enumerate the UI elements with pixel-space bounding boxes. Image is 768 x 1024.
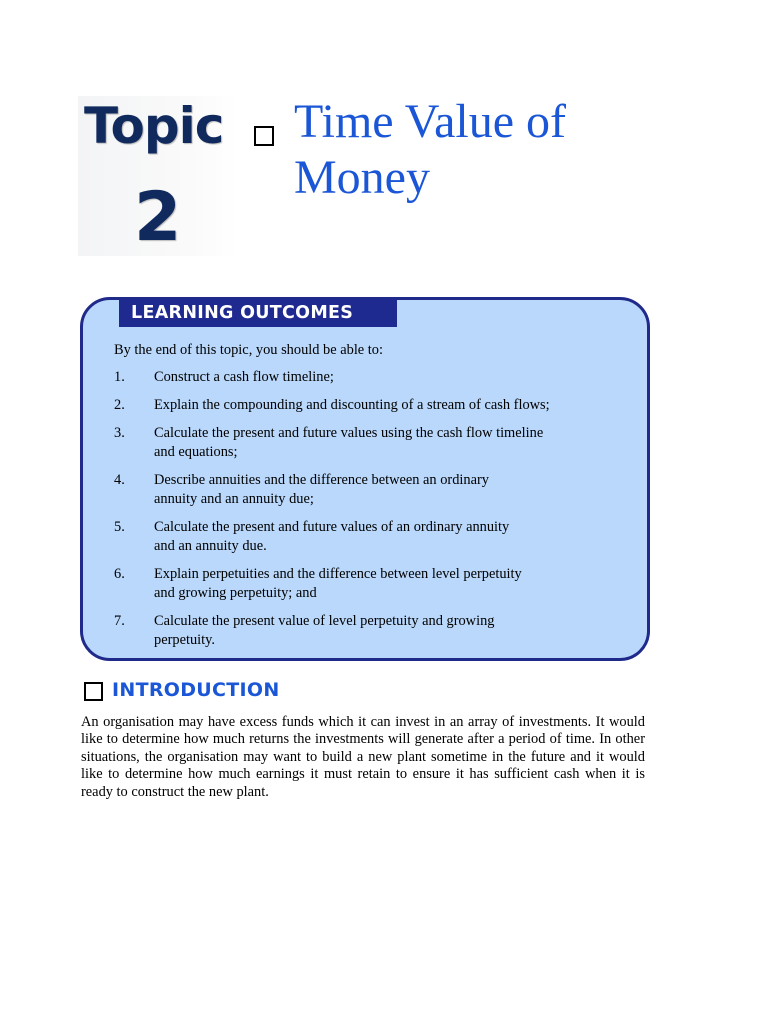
- outcome-number: 5.: [114, 519, 125, 535]
- outcome-item: [114, 396, 634, 415]
- topic-word: Topic: [84, 97, 224, 155]
- outcome-text: Construct a cash flow timeline;: [154, 369, 334, 385]
- outcome-item: [114, 424, 634, 462]
- learning-outcomes-heading: LEARNING OUTCOMES: [119, 299, 397, 327]
- outcome-number: 7.: [114, 613, 125, 629]
- outcome-item: [114, 518, 634, 556]
- learning-outcomes-list: [114, 368, 634, 659]
- outcome-text: Calculate the present value of level perpetuity and growing perpetuity.: [154, 613, 495, 648]
- introduction-paragraph: An organisation may have excess funds which it can invest in an array of investments. It would like to determine how much returns the investments will generate after a period of time. In other situations, the organisation may want to build a new plant sometime in the future and it would like to determine how much earnings it must retain to ensure it has sufficient cash when it is ready to construct the new plant.: [81, 714, 645, 800]
- learning-outcomes-intro: By the end of this topic, you should be able to:: [114, 342, 383, 358]
- outcome-item: [114, 612, 634, 650]
- outcome-text: Explain perpetuities and the difference between level perpetuity and growing perpetuity; and: [154, 566, 522, 601]
- page-title: Time Value of Money: [294, 95, 567, 204]
- outcome-text: Calculate the present and future values of an ordinary annuity and an annuity due.: [154, 519, 510, 554]
- learning-outcomes-panel: [80, 297, 650, 661]
- topic-badge: [78, 96, 238, 256]
- introduction-checkbox-icon: [84, 682, 103, 701]
- outcome-number: 2.: [114, 397, 125, 413]
- outcome-item: [114, 471, 634, 509]
- title-checkbox-icon: [254, 126, 274, 146]
- introduction-heading: INTRODUCTION: [112, 679, 280, 701]
- outcome-item: [114, 565, 634, 603]
- outcome-text: Describe annuities and the difference between an ordinary annuity and an annuity due;: [154, 472, 489, 507]
- outcome-number: 6.: [114, 566, 125, 582]
- outcome-item: [114, 368, 634, 387]
- outcome-number: 3.: [114, 425, 125, 441]
- topic-number: 2: [134, 178, 182, 257]
- outcome-number: 4.: [114, 472, 125, 488]
- outcome-text: Explain the compounding and discounting of a stream of cash flows;: [154, 397, 550, 413]
- outcome-number: 1.: [114, 369, 125, 385]
- outcome-text: Calculate the present and future values using the cash flow timeline and equations;: [154, 425, 544, 460]
